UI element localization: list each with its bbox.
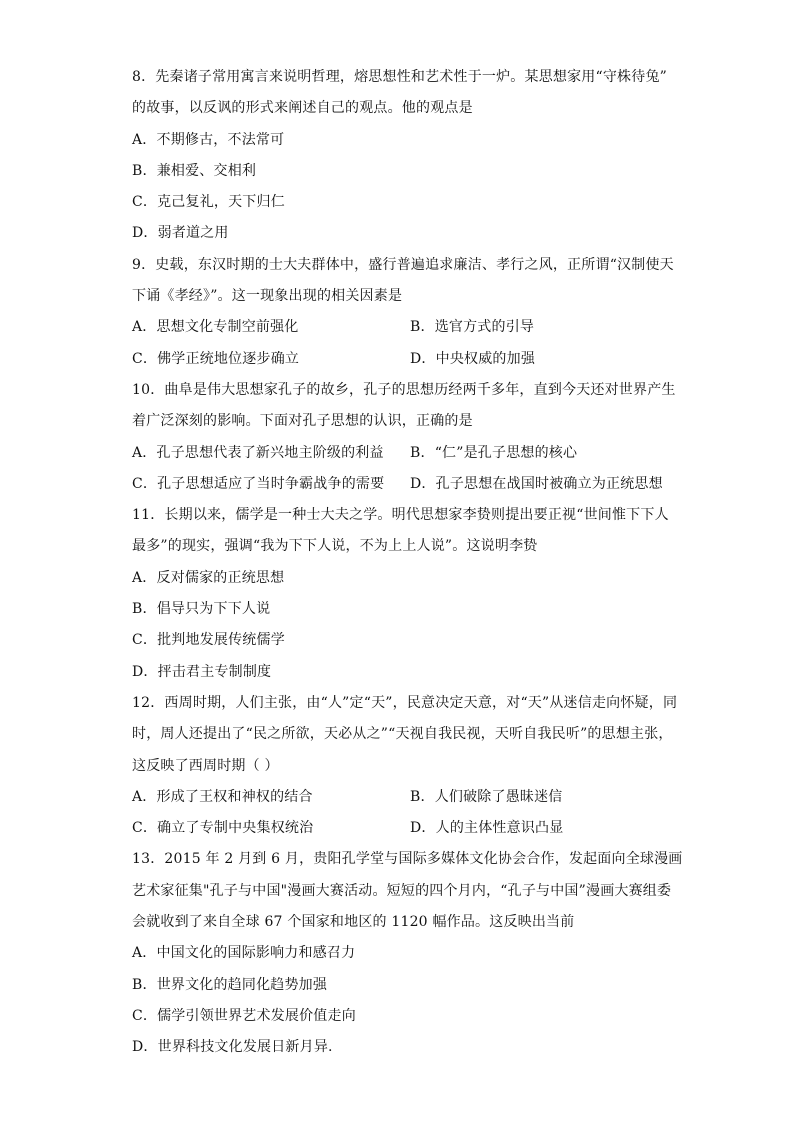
option-b: B．“仁”是孔子思想的核心 bbox=[410, 444, 578, 461]
option-a: A．反对儒家的正统思想 bbox=[132, 569, 285, 586]
option-b: B．世界文化的趋同化趋势加强 bbox=[132, 976, 328, 993]
question-stem-line: 这反映了西周时期（ ） bbox=[132, 757, 279, 774]
option-b: B．兼相爱、交相利 bbox=[132, 162, 257, 179]
question-stem-line: 11．长期以来，儒学是一种士大夫之学。明代思想家李贽则提出要正视“世间惟下下人 bbox=[132, 507, 669, 524]
option-c: C．确立了专制中央集权统治 bbox=[132, 820, 314, 837]
option-d: D．中央权威的加强 bbox=[410, 350, 536, 367]
question-10 bbox=[132, 375, 676, 500]
option-d: D．人的主体性意识凸显 bbox=[410, 820, 564, 837]
option-row bbox=[132, 438, 664, 469]
option-a: A．不期修古，不法常可 bbox=[132, 131, 285, 148]
question-13 bbox=[132, 844, 683, 1063]
question-stem-line: 10．曲阜是伟大思想家孔子的故乡，孔子的思想历经两千多年，直到今天还对世界产生 bbox=[132, 381, 676, 398]
option-d: D．弱者道之用 bbox=[132, 225, 229, 242]
option-row bbox=[132, 782, 664, 813]
option-b: B．选官方式的引导 bbox=[410, 319, 535, 336]
question-stem-line: 会就收到了来自全球 67 个国家和地区的 1120 幅作品。这反映出当前 bbox=[132, 914, 575, 931]
option-d: D．孔子思想在战国时被确立为正统思想 bbox=[410, 475, 663, 492]
question-stem-line: 9．史载，东汉时期的士大夫群体中，盛行普遍追求廉洁、孝行之风，正所谓“汉制使天 bbox=[132, 256, 674, 273]
question-12 bbox=[132, 688, 678, 844]
question-stem-line: 12．西周时期，人们主张，由“人”定“天”，民意决定天意，对“天”从迷信走向怀疑，同 bbox=[132, 694, 678, 711]
question-stem-line: 最多”的现实，强调“我为下下人说，不为上上人说”。这说明李贽 bbox=[132, 538, 538, 555]
question-11 bbox=[132, 500, 669, 688]
option-a: A．孔子思想代表了新兴地主阶级的利益 bbox=[132, 444, 384, 461]
question-stem-line: 艺术家征集"孔子与中国"漫画大赛活动。短短的四个月内，“孔子与中国”漫画大赛组委 bbox=[132, 882, 672, 899]
option-c: C．批判地发展传统儒学 bbox=[132, 632, 285, 649]
exam-page bbox=[132, 62, 683, 1064]
option-d: D．世界科技文化发展日新月异. bbox=[132, 1039, 333, 1056]
option-c: C．佛学正统地位逐步确立 bbox=[132, 350, 300, 367]
option-row bbox=[132, 813, 664, 844]
option-a: A．中国文化的国际影响力和感召力 bbox=[132, 945, 356, 962]
question-stem-line: 8．先秦诸子常用寓言来说明哲理，熔思想性和艺术性于一炉。某思想家用“守株待兔” bbox=[132, 69, 668, 85]
option-row bbox=[132, 469, 664, 500]
question-stem-line: 着广泛深刻的影响。下面对孔子思想的认识，正确的是 bbox=[132, 413, 473, 430]
option-a: A．形成了王权和神权的结合 bbox=[132, 788, 313, 805]
option-row bbox=[132, 344, 664, 375]
option-c: C．儒学引领世界艺术发展价值走向 bbox=[132, 1007, 356, 1024]
question-9 bbox=[132, 250, 674, 375]
option-b: B．人们破除了愚昧迷信 bbox=[410, 788, 563, 805]
option-row bbox=[132, 312, 664, 343]
question-stem-line: 时，周人还提出了“民之所欲，天必从之”“天视自我民视，天听自我民听”的思想主张， bbox=[132, 726, 673, 743]
option-c: C．克己复礼，天下归仁 bbox=[132, 194, 285, 211]
question-stem-line: 下诵《孝经》”。这一现象出现的相关因素是 bbox=[132, 288, 403, 305]
option-b: B．倡导只为下下人说 bbox=[132, 601, 271, 618]
option-c: C．孔子思想适应了当时争霸战争的需要 bbox=[132, 475, 385, 492]
option-a: A．思想文化专制空前强化 bbox=[132, 319, 299, 336]
question-stem-line: 的故事，以反讽的形式来阐述自己的观点。他的观点是 bbox=[132, 100, 473, 117]
question-8 bbox=[132, 62, 668, 250]
option-d: D．抨击君主专制制度 bbox=[132, 663, 272, 680]
question-stem-line: 13．2015 年 2 月到 6 月，贵阳孔学堂与国际多媒体文化协会合作，发起面向全球漫画 bbox=[132, 851, 683, 868]
